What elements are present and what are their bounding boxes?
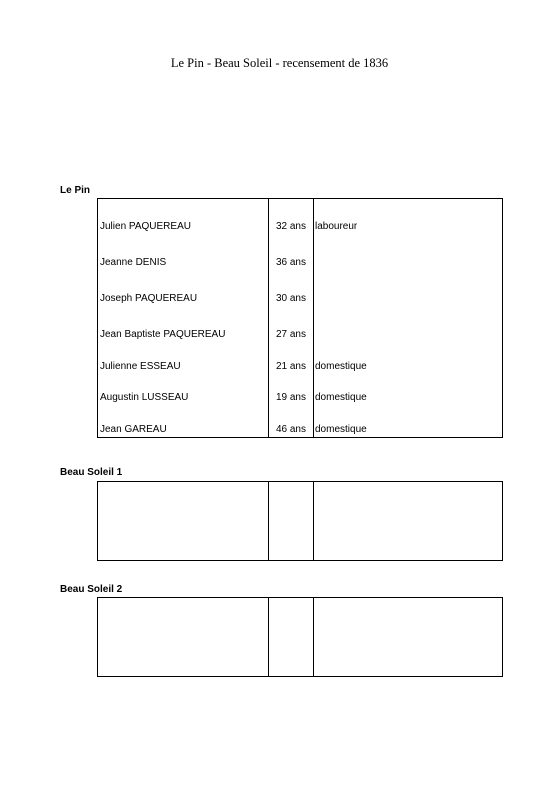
person-age: 32 ans: [275, 221, 306, 232]
person-name: Augustin LUSSEAU: [100, 392, 189, 403]
column-divider: [313, 199, 314, 437]
column-divider: [313, 482, 314, 560]
person-name: Julien PAQUEREAU: [100, 221, 191, 232]
section-label-le-pin: Le Pin: [60, 185, 91, 196]
person-occupation: domestique: [315, 424, 367, 435]
person-name: Joseph PAQUEREAU: [100, 293, 198, 304]
person-age: 19 ans: [275, 392, 306, 403]
person-age: 27 ans: [275, 329, 306, 340]
section-label-beau-soleil-2: Beau Soleil 2: [60, 584, 123, 595]
census-table-le-pin: [97, 198, 503, 438]
person-name: Jean GAREAU: [100, 424, 167, 435]
person-occupation: laboureur: [315, 221, 358, 232]
column-divider: [313, 598, 314, 676]
person-name: Jean Baptiste PAQUEREAU: [100, 329, 226, 340]
person-age: 36 ans: [275, 257, 306, 268]
person-occupation: domestique: [315, 392, 367, 403]
person-name: Jeanne DENIS: [100, 257, 167, 268]
column-divider: [268, 598, 269, 676]
census-table-beau-soleil-2: [97, 597, 503, 677]
document-title: Le Pin - Beau Soleil - recensement de 1836: [170, 56, 389, 70]
section-label-beau-soleil-1: Beau Soleil 1: [60, 467, 123, 478]
census-table-beau-soleil-1: [97, 481, 503, 561]
column-divider: [268, 482, 269, 560]
person-occupation: domestique: [315, 361, 367, 372]
person-name: Julienne ESSEAU: [100, 361, 181, 372]
person-age: 30 ans: [275, 293, 306, 304]
person-age: 46 ans: [275, 424, 306, 435]
person-age: 21 ans: [275, 361, 306, 372]
